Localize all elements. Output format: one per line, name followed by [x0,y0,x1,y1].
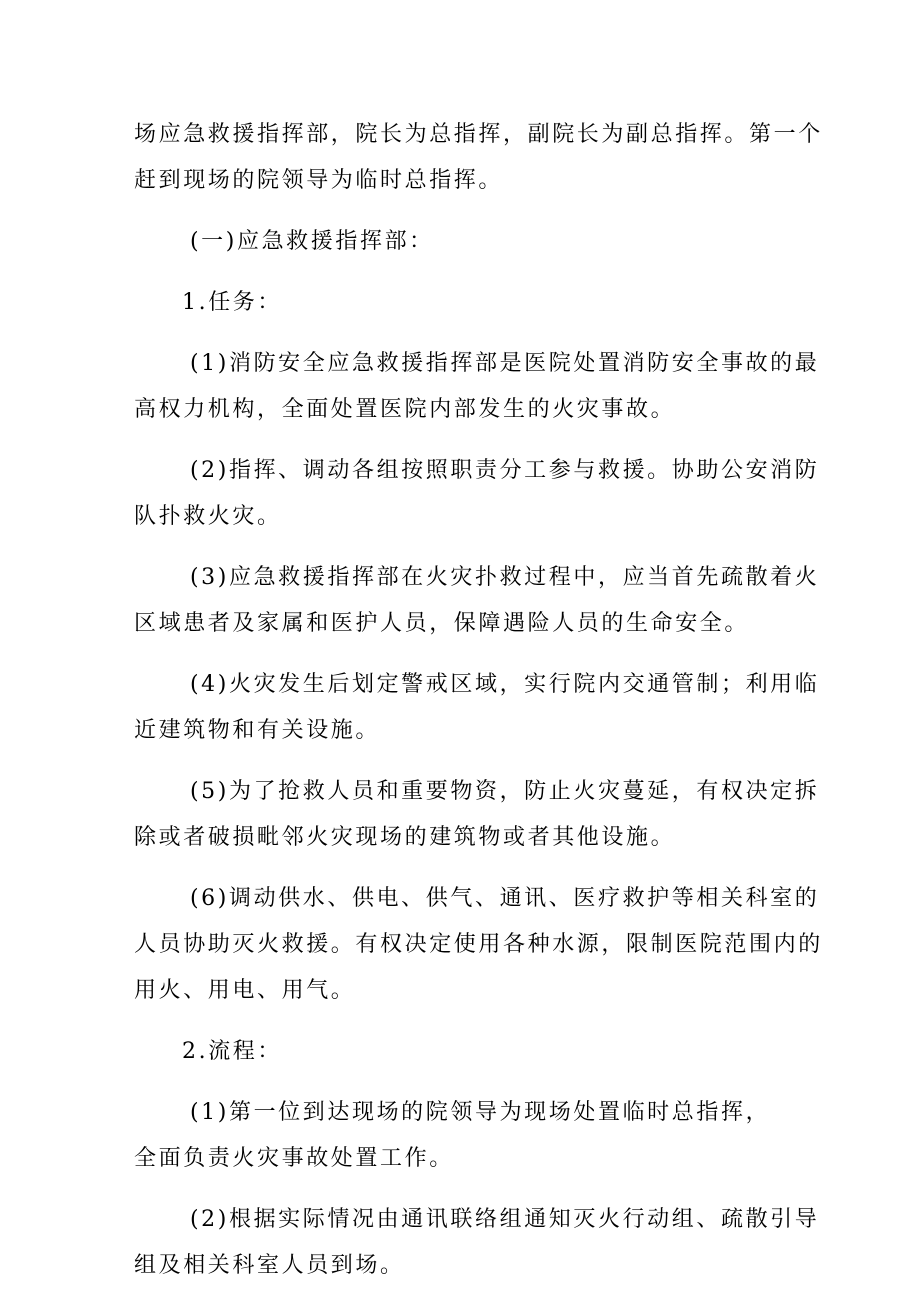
subsection-heading: 1.任务： [182,290,282,315]
heading-tasks [134,280,794,326]
heading-command-center [134,219,794,265]
paragraph-task-5 [134,769,820,861]
text-line: (2)根据实际情况由通讯联络组通知灭火行动组、疏散引导 [190,1207,820,1232]
text-line: (1)消防安全应急救援指挥部是医院处置消防安全事故的最 [190,351,820,376]
text-line: (3)应急救援指挥部在火灾扑救过程中，应当首先疏散着火 [190,565,820,590]
text-line: (5)为了抢救人员和重要物资，防止火灾蔓延，有权决定拆 [190,779,820,804]
heading-process [134,1029,794,1075]
paragraph-task-4 [134,662,820,754]
paragraph-task-3 [134,555,820,647]
text-line: 人员协助灭火救援。有权决定使用各种水源，限制医院范围内的 [134,932,823,957]
text-line: 近建筑物和有关设施。 [134,718,381,743]
text-line: (2)指挥、调动各组按照职责分工参与救援。协助公安消防 [190,458,820,483]
text-line: 除或者破损毗邻火灾现场的建筑物或者其他设施。 [134,825,676,850]
paragraph-task-1 [134,341,820,433]
text-line: 场应急救援指挥部，院长为总指挥，副院长为副总指挥。第一个 [134,122,823,147]
paragraph-intro [134,112,823,204]
subsection-heading: 2.流程： [182,1039,282,1064]
text-line: 区域患者及家属和医护人员，保障遇险人员的生命安全。 [134,611,750,636]
paragraph-process-2 [134,1197,820,1289]
section-heading: (一)应急救援指挥部： [190,229,434,254]
text-line: 队扑救火灾。 [134,504,282,529]
document-body [134,112,823,1289]
paragraph-task-2 [134,448,820,540]
text-line: 全面负责火灾事故处置工作。 [134,1146,454,1171]
text-line: (1)第一位到达现场的院领导为现场处置临时总指挥， [190,1100,771,1125]
text-line: (6)调动供水、供电、供气、通讯、医疗救护等相关科室的 [190,886,820,911]
paragraph-process-1 [134,1090,794,1182]
text-line: 组及相关科室人员到场。 [134,1253,405,1278]
paragraph-task-6 [134,876,823,1014]
text-line: 赶到现场的院领导为临时总指挥。 [134,168,504,193]
text-line: 用火、用电、用气。 [134,978,356,1003]
text-line: (4)火灾发生后划定警戒区域，实行院内交通管制；利用临 [190,672,820,697]
text-line: 高权力机构，全面处置医院内部发生的火灾事故。 [134,397,676,422]
